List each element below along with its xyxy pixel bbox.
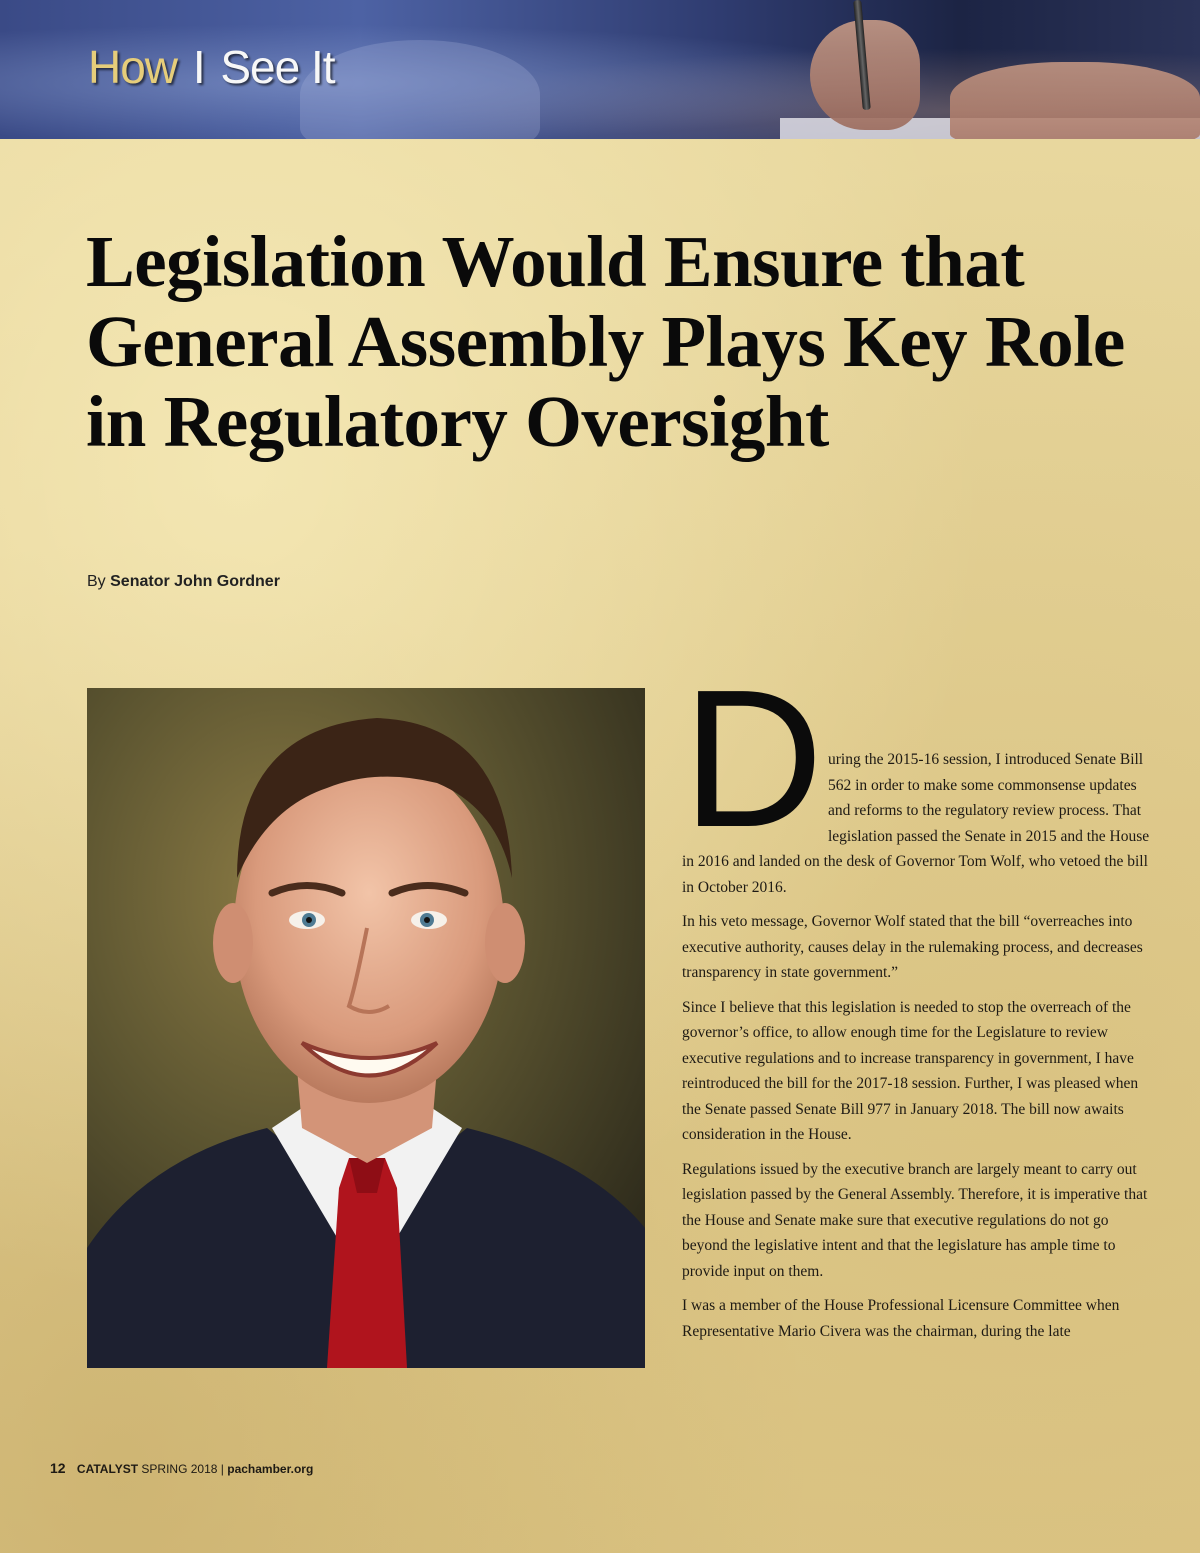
footer-divider: | bbox=[220, 1462, 224, 1476]
section-title-separator: I bbox=[192, 41, 205, 93]
page-footer bbox=[50, 1460, 313, 1476]
section-title-see-it: See It bbox=[220, 41, 335, 93]
article-paragraph: uring the 2015-16 session, I introduced Senate Bill 562 in order to make some commonsense updates and reforms to the regulatory review process. That legislation passed the Senate in 2015 and the House in 2016 and landed on the desk of Governor Tom Wolf, who vetoed the bill in October 2016. bbox=[682, 751, 1150, 896]
article-paragraph: I was a member of the House Professional Licensure Committee when Representative Mario Civera was the chairman, during the late bbox=[682, 1297, 1120, 1340]
article-paragraph: Regulations issued by the executive branch are largely meant to carry out legislation passed by the General Assembly. Therefore, it is imperative that the House and Senate make sure that executive regulations do not go beyond the legislative intent and that the legislature has ample time to provide input on them. bbox=[682, 1160, 1148, 1280]
banner-hand-image bbox=[300, 40, 540, 139]
article-paragraph: In his veto message, Governor Wolf stated that the bill “overreaches into executive authority, causes delay in the rulemaking process, and decreases transparency in state government.” bbox=[682, 913, 1143, 981]
banner-resting-hand-image bbox=[950, 62, 1200, 139]
section-title-how: How bbox=[88, 41, 178, 93]
byline bbox=[87, 573, 280, 591]
magazine-name: CATALYST bbox=[76, 1462, 139, 1476]
author-portrait-photo bbox=[87, 688, 645, 1368]
page-number: 12 bbox=[50, 1460, 66, 1476]
article-paragraph: Since I believe that this legislation is needed to stop the overreach of the governor’s office, to allow enough time for the Legislature to review executive regulations and to increase transparency in government, I have reintroduced the bill for the 2017-18 session. Further, I was pleased when the Senate passed Senate Bill 977 in January 2018. The bill now awaits consideration in the House. bbox=[682, 998, 1139, 1143]
drop-cap: D bbox=[682, 649, 824, 868]
section-title bbox=[88, 40, 335, 94]
article-body bbox=[682, 649, 1158, 1353]
byline-author: Senator John Gordner bbox=[110, 573, 280, 590]
article-headline: Legislation Would Ensure that General Assembly Plays Key Role in Regulatory Oversight bbox=[86, 221, 1125, 462]
website-link[interactable]: pachamber.org bbox=[227, 1462, 314, 1476]
byline-prefix: By bbox=[87, 573, 106, 590]
magazine-issue: SPRING 2018 bbox=[141, 1462, 218, 1476]
header-banner bbox=[0, 0, 1200, 139]
